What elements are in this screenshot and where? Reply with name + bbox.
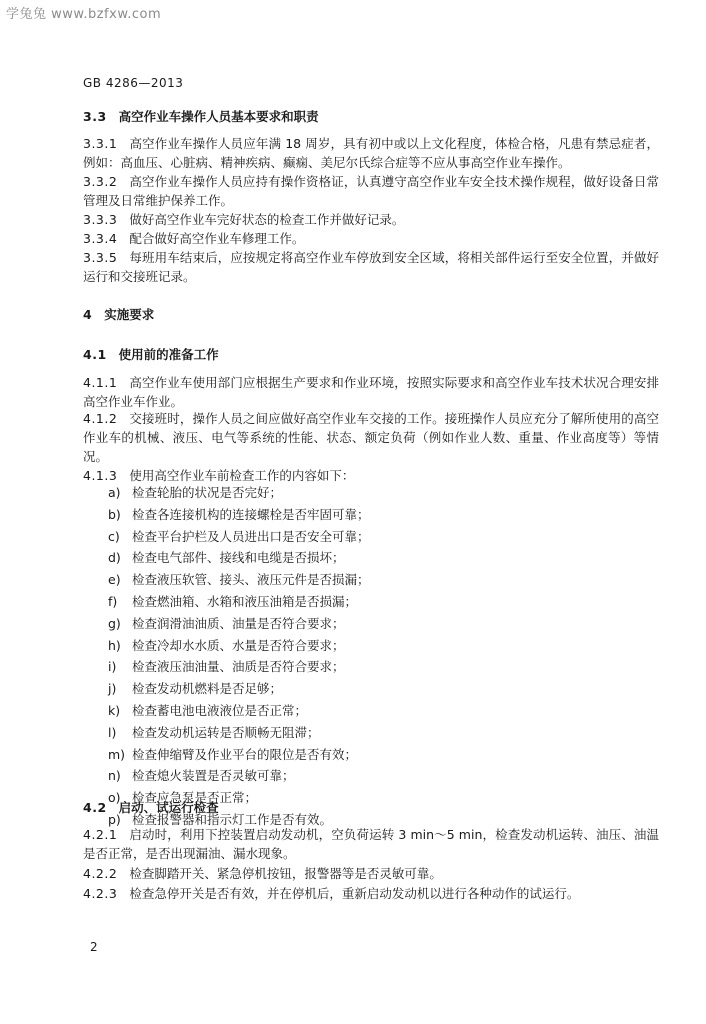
clause-number: 3.3.3 [83,212,118,227]
list-item: c) 检查平台护栏及人员进出口是否安全可靠； [108,528,370,544]
clause-number: 4.2.1 [83,827,118,842]
clause-number: 3.3.1 [83,136,118,151]
clause-text: 高空作业车使用部门应根据生产要求和作业环境，按照实际要求和高空作业车技术状况合理安排高空作业车作业。 [83,375,659,409]
list-item: k) 检查蓄电池电液液位是否正常； [108,702,308,718]
list-item: e) 检查液压软管、接头、液压元件是否损漏； [108,572,370,588]
clause-3-3-5 [83,248,659,286]
clause-number: 4.1.2 [83,411,118,426]
heading-text: 使用前的准备工作 [118,347,219,362]
clause-text: 检查急停开关是否有效，并在停机后，重新启动发动机以进行各种动作的试运行。 [129,886,580,901]
section-heading-3-3 [83,107,659,126]
heading-number: 4.2 [83,800,107,815]
clause-number: 4.1.3 [83,468,118,483]
clause-4-2-1 [83,825,659,863]
list-item: b) 检查各连接机构的连接螺栓是否牢固可靠； [108,506,370,522]
section-heading-4-2 [83,798,659,817]
clause-3-3-4 [83,229,659,248]
list-item: d) 检查电气部件、接线和电缆是否损坏； [108,550,345,566]
list-item: p) 检查报警器和指示灯工作是否有效。 [108,811,333,827]
list-item: i) 检查液压油油量、油质是否符合要求； [108,659,345,675]
clause-text: 高空作业车操作人员应持有操作资格证，认真遵守高空作业车安全技术操作规程，做好设备日常管理及日常维护保养工作。 [83,174,659,208]
page-number: 2 [90,940,98,954]
inspection-checklist [108,482,608,831]
clause-text: 使用高空作业车前检查工作的内容如下： [129,468,355,483]
clause-3-3-2 [83,172,659,210]
clause-4-2-2 [83,864,659,883]
clause-text: 启动时，利用下控装置启动发动机，空负荷运转 3 min～5 min，检查发动机运转、油压、油温是否正常，是否出现漏油、漏水现象。 [83,827,659,861]
list-item: m) 检查伸缩臂及作业平台的限位是否有效； [108,746,358,762]
standard-code: GB 4286—2013 [83,76,184,90]
heading-number: 4.1 [83,347,107,362]
clause-text: 高空作业车操作人员应年满 18 周岁，具有初中或以上文化程度，体检合格，凡患有禁忌症者，例如：高血压、心脏病、精神疾病、癫痫、美尼尔氏综合症等不应从事高空作业车操作。 [83,136,659,170]
section-heading-4 [83,305,659,324]
clause-4-1-1 [83,373,659,411]
clause-text: 交接班时，操作人员之间应做好高空作业车交接的工作。接班操作人员应充分了解所使用的高空作业车的机械、液压、电气等系统的性能、状态、额定负荷（例如作业人数、重量、作业高度等）等情况。 [83,411,659,464]
clause-text: 做好高空作业车完好状态的检查工作并做好记录。 [129,212,405,227]
clause-text: 每班用车结束后，应按规定将高空作业车停放到安全区域，将相关部件运行至安全位置，并做好运行和交接班记录。 [83,250,659,284]
list-item: j) 检查发动机燃料是否足够； [108,681,283,697]
watermark: 学兔兔 www.bzfxw.com [6,7,162,22]
list-item: h) 检查冷却水水质、水量是否符合要求； [108,637,345,653]
heading-number: 4 [83,307,93,322]
heading-text: 实施要求 [104,307,155,322]
clause-number: 3.3.5 [83,250,118,265]
list-item: a) 检查轮胎的状况是否完好； [108,485,283,500]
clause-number: 4.1.1 [83,375,118,390]
clause-number: 4.2.3 [83,886,118,901]
clause-number: 3.3.2 [83,174,118,189]
clause-text: 检查脚踏开关、紧急停机按钮，报警器等是否灵敏可靠。 [129,866,442,881]
clause-number: 4.2.2 [83,866,118,881]
list-item: l) 检查发动机运转是否顺畅无阻滞； [108,724,320,740]
clause-4-2-3 [83,884,659,903]
heading-text: 高空作业车操作人员基本要求和职责 [118,109,319,124]
list-item: n) 检查熄火装置是否灵敏可靠； [108,768,295,784]
clause-3-3-1 [83,134,659,172]
list-item: f) 检查燃油箱、水箱和液压油箱是否损漏； [108,593,358,609]
list-item: g) 检查润滑油油质、油量是否符合要求； [108,615,345,631]
clause-3-3-3 [83,210,659,229]
section-heading-4-1 [83,345,659,364]
heading-text: 启动、试运行检查 [118,800,219,815]
heading-number: 3.3 [83,109,107,124]
clause-number: 3.3.4 [83,231,118,246]
clause-text: 配合做好高空作业车修理工作。 [129,231,305,246]
list-item: o) 检查应急泵是否正常； [108,790,258,806]
clause-4-1-2 [83,409,659,466]
